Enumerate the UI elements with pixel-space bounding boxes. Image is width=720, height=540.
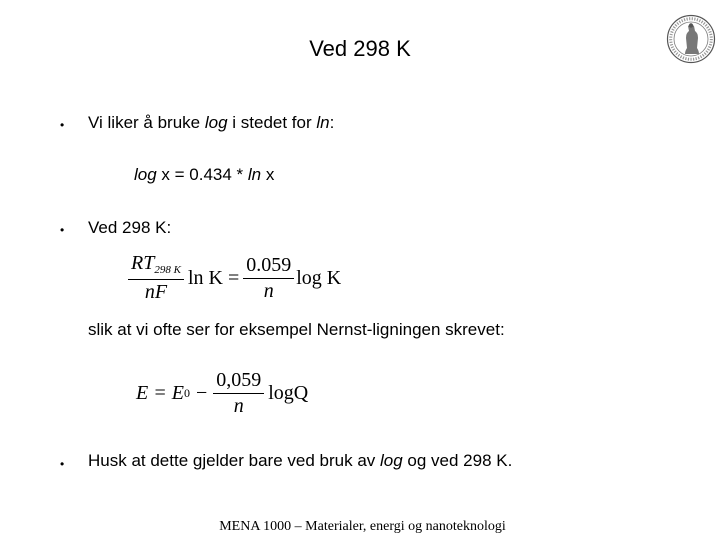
equation-middle: ln K = — [187, 266, 240, 289]
university-seal-icon — [666, 14, 716, 64]
denominator-n: n — [263, 279, 274, 302]
equation-nernst-factor — [128, 252, 341, 304]
fraction-0059-n — [243, 255, 294, 302]
log-ln-relation — [134, 165, 274, 185]
denominator-n: n — [233, 394, 244, 417]
superscript-zero: 0 — [183, 385, 190, 400]
log-word: log — [380, 451, 403, 470]
bullet-text-part: Vi liker å bruke — [88, 113, 205, 132]
bullet-text-part: i stedet for — [227, 113, 317, 132]
minus-sign: − — [195, 381, 208, 404]
fraction-rt-nf — [128, 253, 184, 303]
numerator-0059: 0,059 — [213, 370, 264, 394]
bullet-marker: • — [60, 223, 65, 237]
subscript-298k: 298 K — [154, 264, 181, 277]
numerator-0059: 0.059 — [243, 255, 294, 279]
ln-word: ln — [316, 113, 330, 132]
equation-lhs: E = E — [136, 381, 184, 404]
log-word: log — [204, 113, 228, 132]
bullet-text-part: Husk at dette gjelder bare ved bruk av — [88, 451, 380, 470]
bullet-marker: • — [60, 118, 65, 132]
denominator-nf: nF — [144, 280, 168, 303]
relation-part: x — [261, 165, 275, 184]
log-word: log — [134, 165, 157, 184]
bullet-marker: • — [60, 457, 65, 471]
equation-tail: logQ — [268, 381, 309, 404]
bullet-text-298k: Ved 298 K: — [88, 218, 172, 237]
relation-part: x = 0.434 * — [156, 165, 248, 184]
nernst-note: slik at vi ofte ser for eksempel Nernst-ligningen skrevet: — [88, 320, 505, 339]
bullet-text-reminder — [88, 451, 512, 471]
equation-tail: log K — [296, 266, 342, 289]
footer-course: MENA 1000 – Materialer, energi og nanoteknologi — [219, 519, 506, 534]
bullet-text-part: og ved 298 K. — [402, 451, 513, 470]
bullet-text-log-vs-ln — [88, 113, 334, 133]
fraction-0059-n — [213, 370, 264, 417]
numerator-rt: RT — [131, 252, 155, 275]
ln-word: ln — [247, 165, 262, 184]
equation-nernst — [136, 369, 308, 417]
bullet-text-part: : — [329, 113, 335, 132]
slide-title: Ved 298 K — [309, 36, 411, 61]
